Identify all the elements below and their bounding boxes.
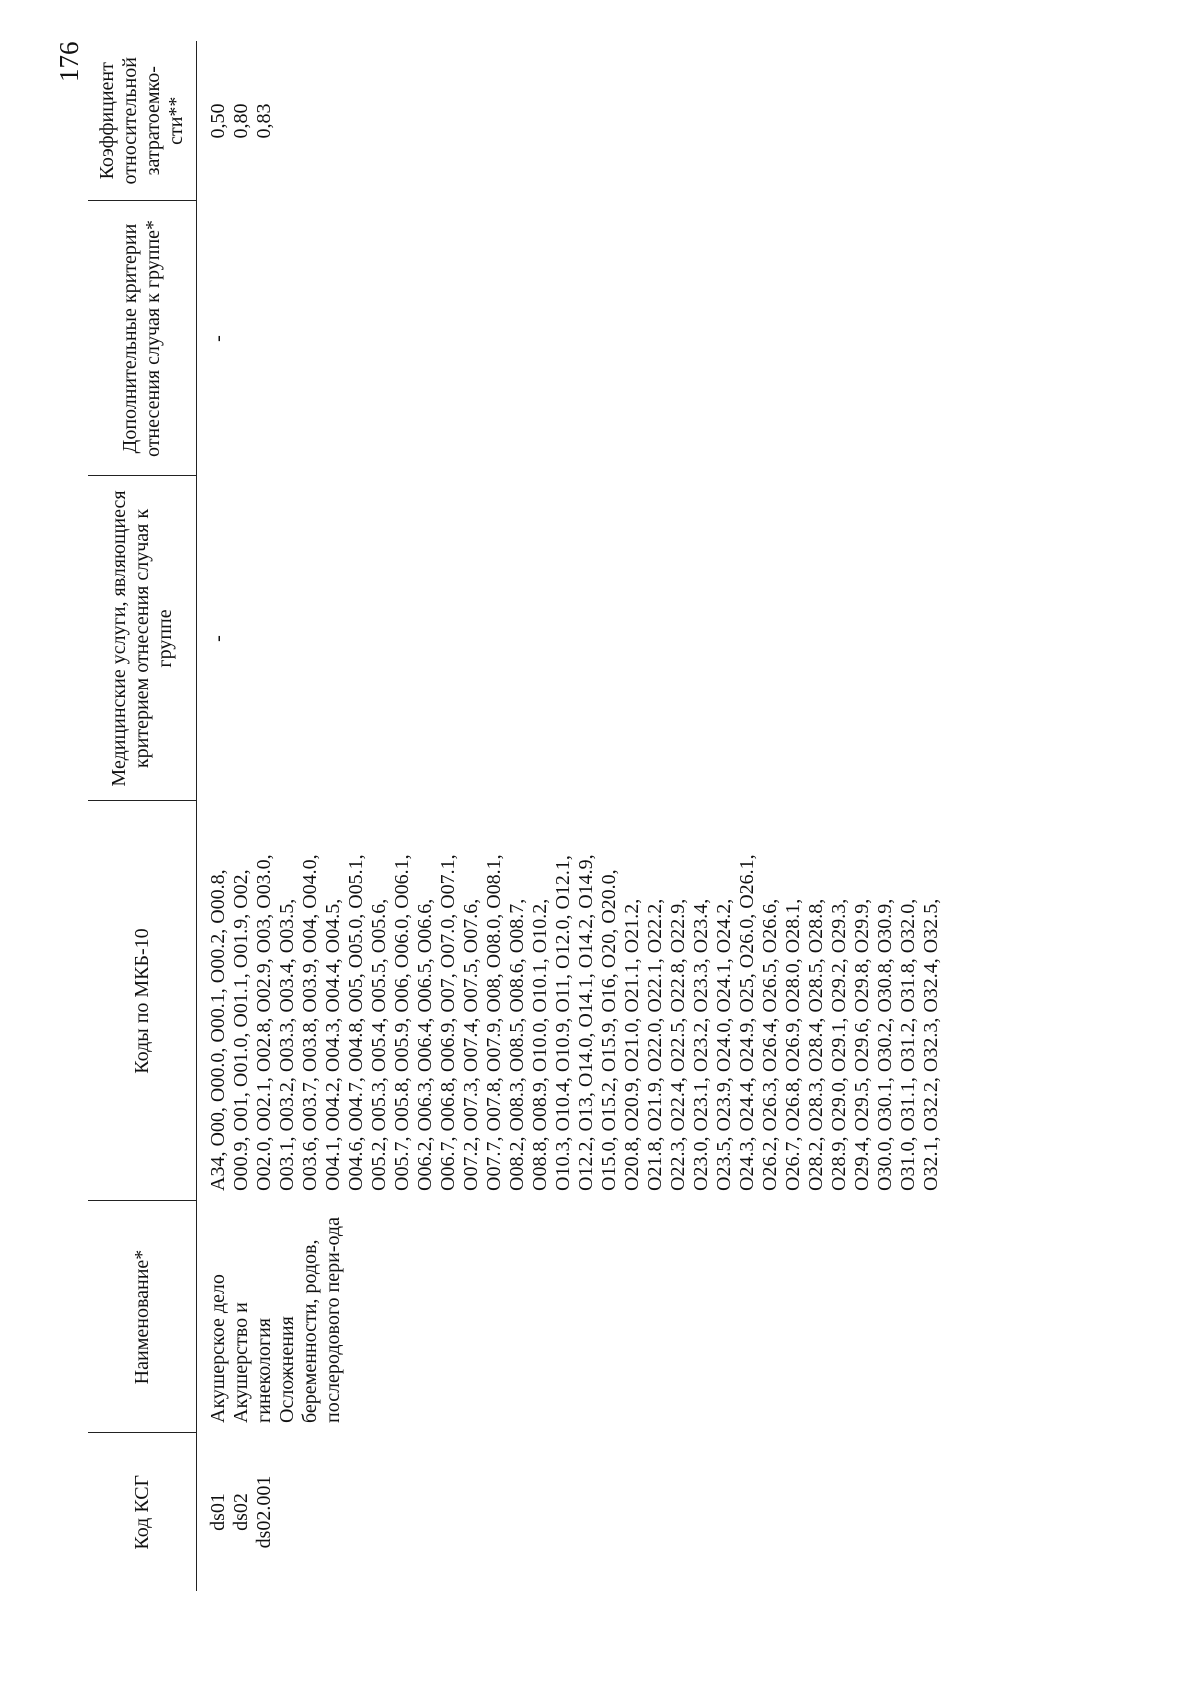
mkb-line: O06.2, O06.3, O06.4, O06.5, O06.6, — [414, 898, 436, 1191]
mkb-line: O24.3, O24.4, O24.9, O25, O26.0, O26.1, — [736, 854, 758, 1191]
header-mkb: Коды по МКБ-10 — [88, 801, 197, 1201]
mkb-line: O02.0, O02.1, O02.8, O02.9, O03, O03.0, — [253, 854, 275, 1191]
services-cell: - — [207, 635, 229, 642]
header-criteria: Дополнительные критерии отнесения случая к группе* — [88, 201, 197, 476]
header-coefficient: Коэффициент относительной затратоемко-сти** — [88, 41, 197, 201]
table-row — [197, 41, 944, 1591]
mkb-line: O28.2, O28.3, O28.4, O28.5, O28.8, — [805, 898, 827, 1191]
mkb-line: O31.0, O31.1, O31.2, O31.8, O32.0, — [897, 898, 919, 1191]
mkb-line: O12.2, O13, O14.0, O14.1, O14.2, O14.9, — [575, 854, 597, 1191]
mkb-line: O04.1, O04.2, O04.3, O04.4, O04.5, — [322, 898, 344, 1191]
mkb-line: O23.5, O23.9, O24.0, O24.1, O24.2, — [713, 898, 735, 1191]
coefficient-value: 0,80 — [230, 103, 252, 139]
mkb-line: O00.9, O01, O01.0, O01.1, O01.9, O02, — [230, 869, 252, 1191]
name-cell — [197, 1201, 944, 1433]
mkb-line: O21.8, O21.9, O22.0, O22.1, O22.2, — [644, 898, 666, 1191]
page-number: 176 — [54, 41, 84, 82]
mkb-line: O28.9, O29.0, O29.1, O29.2, O29.3, — [828, 898, 850, 1191]
mkb-line: A34, O00, O00.0, O00.1, O00.2, O00.8, — [207, 869, 229, 1191]
mkb-line: O26.7, O26.8, O26.9, O28.0, O28.1, — [782, 898, 804, 1191]
ksg-code: ds02.001 — [253, 1475, 275, 1549]
mkb-line: O22.3, O22.4, O22.5, O22.8, O22.9, — [667, 898, 689, 1191]
mkb-line: O03.1, O03.2, O03.3, O03.4, O03.5, — [276, 898, 298, 1191]
ksg-name: Осложнения беременности, родов, послеродового пери-ода — [276, 1217, 344, 1423]
ksg-code: ds02 — [230, 1493, 252, 1531]
table-header-row — [88, 41, 197, 1591]
ksg-name: Акушерское дело — [207, 1274, 229, 1423]
mkb-codes-cell — [197, 801, 944, 1201]
mkb-line: O05.7, O05.8, O05.9, O06, O06.0, O06.1, — [391, 854, 413, 1191]
mkb-line: O07.7, O07.8, O07.9, O08, O08.0, O08.1, — [483, 854, 505, 1191]
mkb-line: O20.8, O20.9, O21.0, O21.1, O21.2, — [621, 898, 643, 1191]
header-code: Код КСГ — [88, 1433, 197, 1591]
mkb-line: O23.0, O23.1, O23.2, O23.3, O23.4, — [690, 898, 712, 1191]
mkb-line: O07.2, O07.3, O07.4, O07.5, O07.6, — [460, 898, 482, 1191]
header-services: Медицинские услуги, являющиеся критерием отнесения случая к группе — [88, 476, 197, 801]
mkb-line: O26.2, O26.3, O26.4, O26.5, O26.6, — [759, 898, 781, 1191]
coefficient-cell — [197, 41, 944, 201]
mkb-line: O29.4, O29.5, O29.6, O29.8, O29.9, — [851, 898, 873, 1191]
mkb-line: O08.2, O08.3, O08.5, O08.6, O08.7, — [506, 898, 528, 1191]
mkb-line: O06.7, O06.8, O06.9, O07, O07.0, O07.1, — [437, 854, 459, 1191]
mkb-line: O04.6, O04.7, O04.8, O05, O05.0, O05.1, — [345, 854, 367, 1191]
mkb-line: O08.8, O08.9, O10.0, O10.1, O10.2, — [529, 898, 551, 1191]
criteria-cell: - — [207, 335, 229, 342]
coefficient-value: 0,50 — [207, 103, 229, 139]
mkb-line: O10.3, O10.4, O10.9, O11, O12.0, O12.1, — [552, 855, 574, 1191]
mkb-line: O30.0, O30.1, O30.2, O30.8, O30.9, — [874, 898, 896, 1191]
header-name: Наименование* — [88, 1201, 197, 1433]
coefficient-value: 0,83 — [253, 103, 275, 139]
code-cell — [197, 1433, 944, 1591]
ksg-name: Акушерство и гинекология — [230, 1302, 275, 1423]
ksg-code: ds01 — [207, 1493, 229, 1531]
mkb-line: O05.2, O05.3, O05.4, O05.5, O05.6, — [368, 898, 390, 1191]
mkb-line: O32.1, O32.2, O32.3, O32.4, O32.5, — [920, 898, 942, 1191]
mkb-line: O03.6, O03.7, O03.8, O03.9, O04, O04.0, — [299, 854, 321, 1191]
mkb-line: O15.0, O15.2, O15.9, O16, O20, O20.0, — [598, 869, 620, 1191]
ksg-table — [88, 41, 943, 1591]
